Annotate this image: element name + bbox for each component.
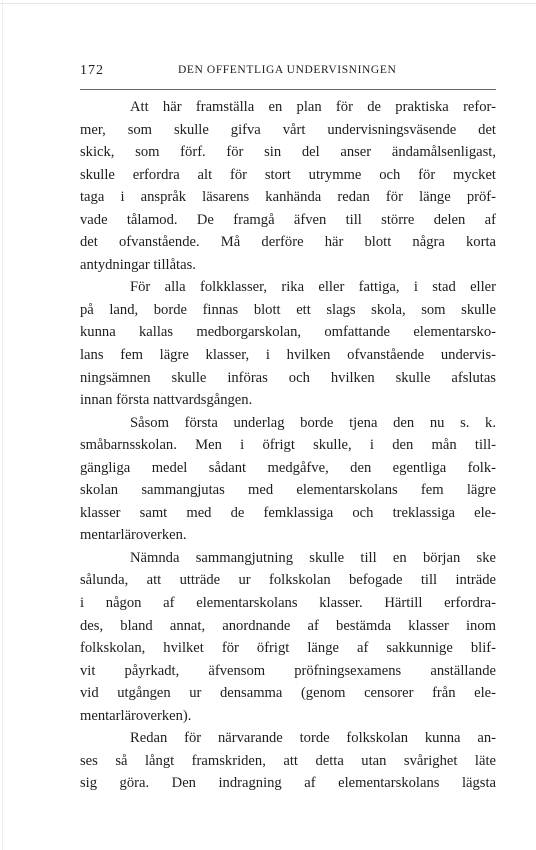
text-line: mentarläroverken). bbox=[80, 707, 192, 724]
text-line: antydningar tillåtas. bbox=[80, 256, 196, 273]
text-line: på land, borde finnas blott ett slags skola, som skulle bbox=[80, 301, 496, 318]
body-text bbox=[80, 96, 496, 795]
text-line: folkskolan, hvilket för öfrigt länge af sakkunnige blif- bbox=[80, 640, 496, 657]
scan-top-edge bbox=[0, 3, 536, 4]
text-line: Såsom första underlag borde tjena den nu s. k. bbox=[130, 414, 496, 431]
text-line: det ofvanstående. Må derföre här blott några korta bbox=[80, 234, 496, 251]
text-line: kunna kallas medborgarskolan, omfattande elementarsko- bbox=[80, 324, 496, 341]
page-header bbox=[80, 63, 496, 83]
text-line: Att här framställa en plan för de praktiska refor- bbox=[130, 99, 496, 115]
text-line: mentarläroverken. bbox=[80, 527, 187, 544]
text-line: innan första nattvardsgången. bbox=[80, 392, 253, 409]
running-head: DEN OFFENTLIGA UNDERVISNINGEN bbox=[178, 64, 397, 76]
text-line: Nämnda sammangjutning skulle till en början ske bbox=[130, 549, 496, 566]
text-line: sig göra. Den indragning af elementarskolans lägsta bbox=[80, 775, 496, 792]
header-rule bbox=[80, 89, 496, 90]
text-line: småbarnsskolan. Men i öfrigt skulle, i den mån till- bbox=[80, 437, 496, 454]
text-line: i någon af elementarskolans klasser. Härtill erfordra- bbox=[80, 595, 496, 612]
text-line: taga i anspråk läsarens kanhända redan för länge pröf- bbox=[80, 189, 496, 206]
text-line: Redan för närvarande torde folkskolan kunna an- bbox=[130, 730, 496, 747]
text-line: gängliga medel sådant medgåfve, den egentliga folk- bbox=[80, 459, 496, 476]
text-line: skick, som förf. för sin del anser ändamålsenligast, bbox=[80, 144, 496, 161]
text-line: mer, som skulle gifva vårt undervisningsväsende det bbox=[80, 121, 496, 138]
text-line: des, bland annat, anordnande af bestämda klasser inom bbox=[80, 617, 496, 634]
text-line: lans fem lägre klasser, i hvilken ofvanstående undervis- bbox=[80, 347, 496, 364]
text-line: För alla folkklasser, rika eller fattiga, i stad eller bbox=[130, 279, 496, 296]
text-line: ses så långt framskriden, att detta utan svårighet läte bbox=[80, 752, 496, 769]
text-line: vid utgången ur densamma (genom censorer från ele- bbox=[80, 685, 496, 702]
text-line: skulle erfordra alt för stort utrymme och för mycket bbox=[80, 166, 496, 183]
text-line: sålunda, att utträde ur folkskolan befogade till inträde bbox=[80, 572, 496, 589]
text-line: skolan sammangjutas med elementarskolans fem lägre bbox=[80, 482, 496, 499]
scan-left-edge bbox=[2, 0, 3, 850]
text-line: ningsämnen skulle införas och hvilken skulle afslutas bbox=[80, 369, 496, 386]
text-line: vit påyrkadt, äfvensom pröfningsexamens anställande bbox=[80, 662, 496, 679]
page-number: 172 bbox=[80, 63, 104, 78]
text-line: vade tålamod. De framgå äfven till större delen af bbox=[80, 211, 496, 228]
text-line: klasser samt med de femklassiga och treklassiga ele- bbox=[80, 504, 496, 521]
